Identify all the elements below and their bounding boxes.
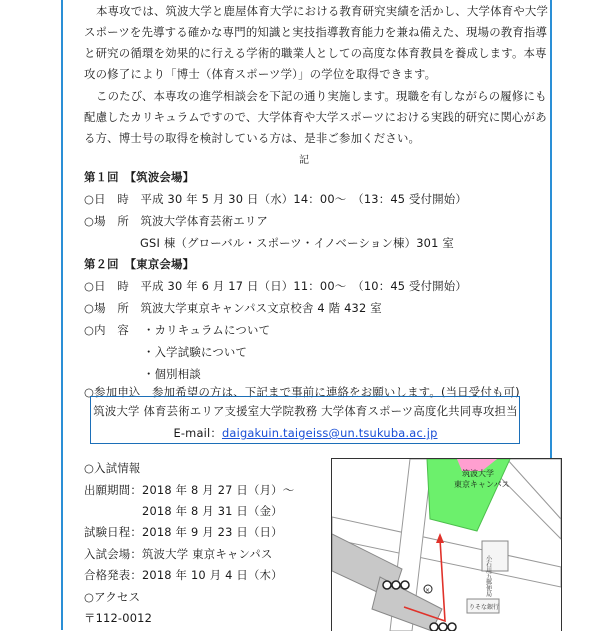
admission-period-label: 出願期間：: [84, 483, 142, 497]
apply-line: ○参加申込 参加希望の方は、下記まで事前に連絡をお願いします。(当日受付も可): [84, 385, 520, 399]
postal-code: 〒112-0012: [84, 611, 153, 625]
session2-date: ○日 時 平成 30 年 6 月 17 日（日）11：00～ （10：45 受付開始）: [84, 279, 467, 293]
session1-place-building: GSI 棟（グローバル・スポーツ・イノベーション棟）301 室: [140, 236, 454, 250]
intro-line-5: このたび、本専攻の進学相談会を下記の通り実施します。現職を有しながらの履修にも: [96, 89, 547, 103]
email-label: E-mail：: [173, 426, 222, 440]
admission-venue: 入試会場：筑波大学 東京キャンパス: [84, 547, 273, 561]
map-drawing: [332, 459, 561, 631]
svg-text:×: ×: [425, 587, 431, 594]
session2-content-item: ・入学試験について: [143, 345, 248, 359]
contact-email-row: [0, 425, 611, 441]
intro-line-2: スポーツを先導する確かな専門的知識と実技指導教育能力を兼ね備えた、現場の教育指導: [84, 25, 548, 39]
post-office-label: 小石川五郵便局: [484, 555, 492, 597]
session1-place: ○場 所 筑波大学体育芸術エリア: [84, 214, 268, 228]
admission-period-start: 2018 年 8 月 27 日（月）～: [142, 483, 295, 497]
bank-label: りそな銀行: [469, 604, 500, 611]
admission-title: ○入試情報: [84, 461, 141, 475]
intro-line-1: 本専攻では、筑波大学と鹿屋体育大学における教育研究実績を活かし、大学体育や大学: [96, 4, 549, 18]
access-heading: ○アクセス: [84, 590, 141, 604]
session2-place: ○場 所 筑波大学東京キャンパス文京校舎 4 階 432 室: [84, 301, 382, 315]
intro-line-3: と研究の循環を効果的に行える学術的職業人としての高度な体育教員を養成します。本専: [84, 46, 547, 60]
session1-heading: 第１回 【筑波会場】: [84, 170, 195, 184]
session1-date: ○日 時 平成 30 年 5 月 30 日（水）14：00～ （13：45 受付開始）: [84, 192, 467, 206]
session2-content-label: ○内 容: [84, 323, 129, 337]
campus-label-1: 筑波大学: [462, 469, 494, 478]
intro-line-6: 配慮したカリキュラムですので、大学体育や大学スポーツにおける実践的研究に関心があ: [84, 110, 547, 124]
contact-office: 筑波大学 体育芸術エリア支援室大学院教務 大学体育スポーツ高度化共同専攻担当: [93, 404, 518, 418]
ki-mark: 記: [299, 155, 310, 166]
email-link[interactable]: daigakuin.taigeiss@un.tsukuba.ac.jp: [221, 426, 438, 440]
access-map: [331, 458, 562, 631]
intro-line-7: る方、博士号の取得を検討している方は、是非ご参加ください。: [84, 131, 421, 145]
admission-exam: 試験日程：2018 年 9 月 23 日（日）: [84, 525, 283, 539]
campus-label-2: 東京キャンパス: [454, 480, 510, 489]
admission-period-end: 2018 年 8 月 31 日（金）: [142, 504, 283, 518]
admission-result: 合格発表：2018 年 10 月 4 日（木）: [84, 568, 283, 582]
session2-content-item: ・カリキュラムについて: [143, 323, 271, 337]
session2-heading: 第２回 【東京会場】: [84, 257, 195, 271]
intro-line-4: 攻の修了により「博士（体育スポーツ学）」の学位を取得できます。: [84, 67, 437, 81]
session2-content-item: ・個別相談: [143, 367, 201, 381]
